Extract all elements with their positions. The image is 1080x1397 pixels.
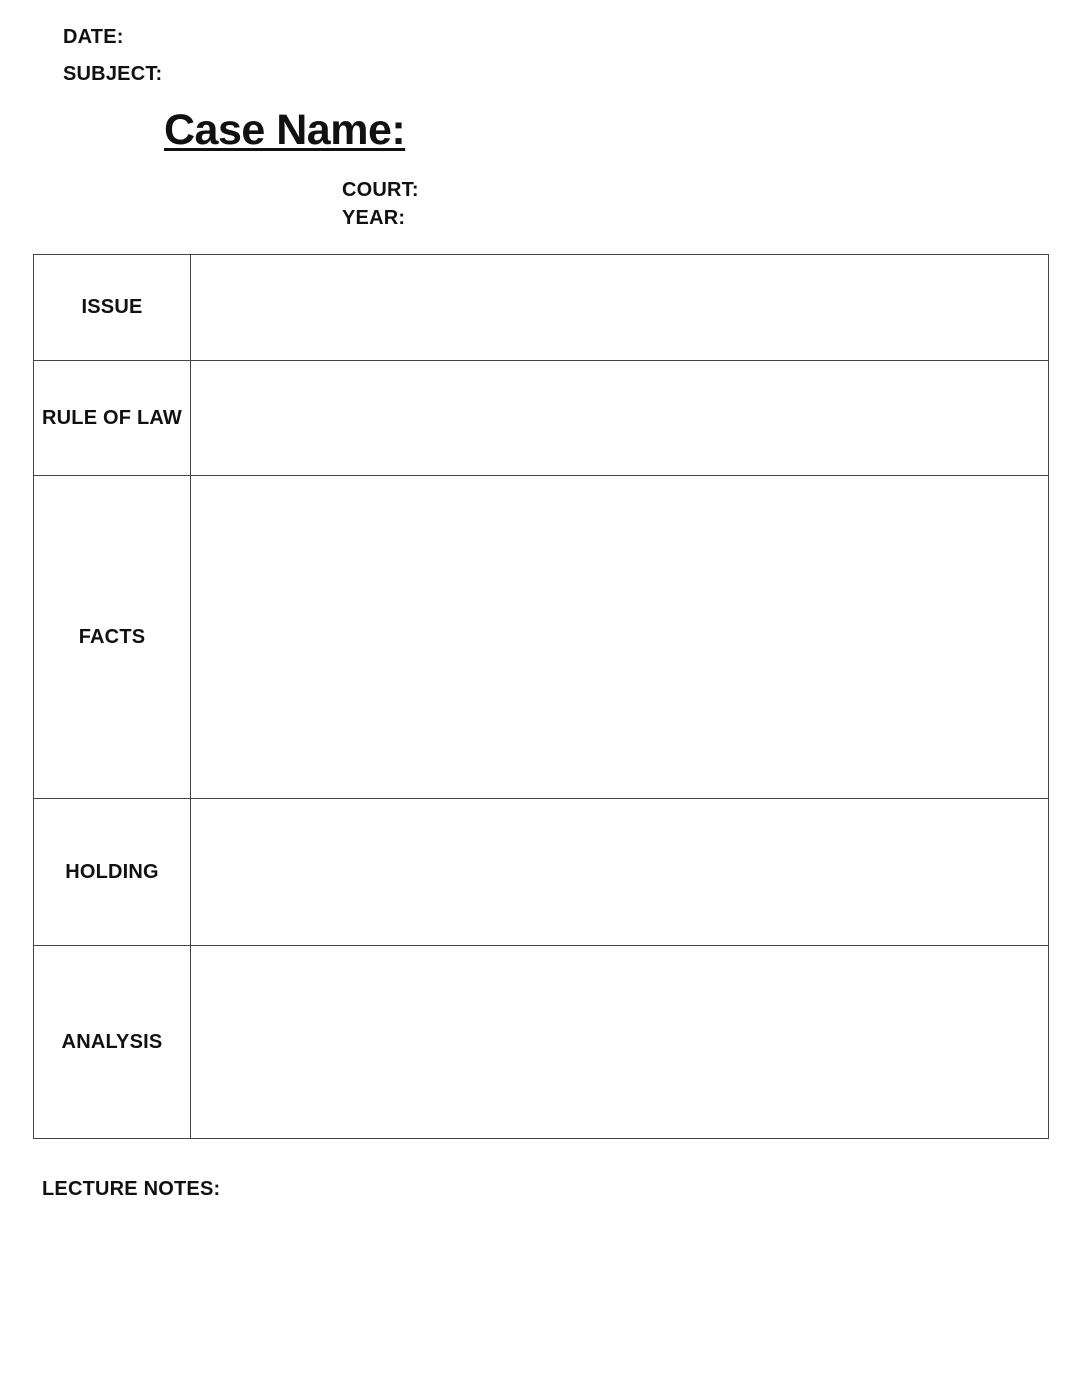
year-label: YEAR: [342, 207, 406, 229]
rule-of-law-entry-cell[interactable] [191, 361, 1049, 476]
rule-of-law-row [34, 361, 1049, 476]
lecture-notes-label: LECTURE NOTES: [42, 1178, 221, 1200]
facts-entry-cell[interactable] [191, 476, 1049, 799]
rule-of-law-label: RULE OF LAW [34, 361, 191, 476]
holding-label: HOLDING [34, 799, 191, 946]
date-label: DATE: [63, 26, 124, 48]
issue-entry-cell[interactable] [191, 255, 1049, 361]
analysis-row [34, 946, 1049, 1139]
case-name-title: Case Name: [164, 106, 406, 154]
issue-label: ISSUE [34, 255, 191, 361]
subject-label: SUBJECT: [63, 63, 163, 85]
analysis-label: ANALYSIS [34, 946, 191, 1139]
holding-row [34, 799, 1049, 946]
facts-row [34, 476, 1049, 799]
holding-entry-cell[interactable] [191, 799, 1049, 946]
analysis-entry-cell[interactable] [191, 946, 1049, 1139]
issue-row [34, 255, 1049, 361]
case-brief-table [33, 254, 1049, 1139]
court-label: COURT: [342, 179, 419, 201]
facts-label: FACTS [34, 476, 191, 799]
